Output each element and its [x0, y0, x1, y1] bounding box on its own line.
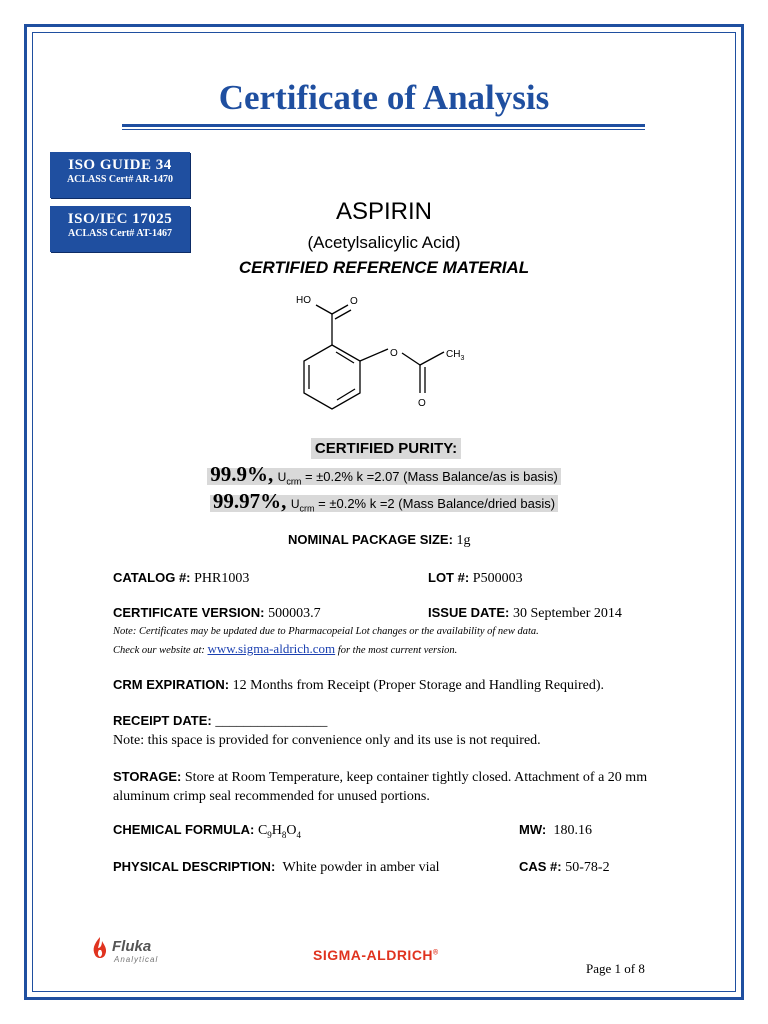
- atom-label-ch3: $CH_3$: [446, 349, 465, 362]
- lot-number: LOT #: P500003: [428, 570, 523, 586]
- uncertainty-detail: = ±0.2% k =2.07: [301, 469, 400, 484]
- receipt-note: Note: this space is provided for convenience only and its use is not required.: [113, 733, 541, 748]
- fluka-subtitle: Analytical: [114, 955, 159, 964]
- purity-row-dried: [0, 489, 768, 514]
- fluka-wordmark: Fluka: [112, 938, 152, 955]
- ring-double-bond: [337, 389, 355, 400]
- badge-cert: ACLASS Cert# AR-1470: [66, 174, 174, 185]
- badge-title: ISO GUIDE 34: [68, 157, 172, 173]
- physical-description: PHYSICAL DESCRIPTION: White powder in amber vial: [113, 859, 440, 875]
- atom-label-o: O: [390, 348, 398, 359]
- ester-bond: [402, 353, 420, 365]
- purity-value: 99.9%,: [210, 462, 274, 486]
- catalog-number: CATALOG #: PHR1003: [113, 570, 250, 586]
- methyl-bond: [420, 352, 444, 365]
- ester-bond: [360, 349, 388, 361]
- benzene-ring: [304, 345, 360, 409]
- badge-title: ISO/IEC 17025: [67, 211, 173, 227]
- ring-double-bond: [336, 352, 354, 363]
- compound-iupac-name: (Acetylsalicylic Acid): [307, 233, 461, 252]
- title-rule: [122, 124, 645, 127]
- hydroxyl-bond: [316, 305, 332, 314]
- package-size: NOMINAL PACKAGE SIZE: 1g: [288, 532, 471, 548]
- sigma-aldrich-logo: SIGMA-ALDRICH®: [313, 947, 439, 963]
- website-note: Check our website at: www.sigma-aldrich.com for the most current version.: [113, 641, 458, 656]
- certificate-version: CERTIFICATE VERSION: 500003.7: [113, 605, 321, 621]
- purity-row-as-is: [0, 462, 768, 487]
- update-note: Note: Certificates may be updated due to Pharmacopeial Lot changes or the availability of new data.: [113, 626, 539, 637]
- purity-method: (Mass Balance/dried basis): [394, 496, 556, 511]
- fluka-flame-icon: [90, 936, 110, 960]
- sigma-aldrich-link[interactable]: www.sigma-aldrich.com: [207, 641, 336, 656]
- molecular-weight: MW: 180.16: [519, 822, 592, 838]
- iso-guide-34-badge: [50, 152, 190, 198]
- issue-date: ISSUE DATE: 30 September 2014: [428, 605, 622, 621]
- receipt-date: RECEIPT DATE: ________________: [113, 713, 328, 729]
- badge-cert: ACLASS Cert# AT-1467: [68, 228, 172, 239]
- uncertainty-detail: = ±0.2% k =2: [314, 496, 395, 511]
- title-rule-thin: [122, 129, 645, 130]
- storage: STORAGE: Store at Room Temperature, keep container tightly closed. Attachment of a 20 mm aluminum crimp seal recommended for unused portions.: [113, 769, 648, 804]
- crm-expiration: CRM EXPIRATION: 12 Months from Receipt (Proper Storage and Handling Required).: [113, 677, 604, 693]
- compound-name: ASPIRIN: [335, 198, 433, 225]
- crm-label: CERTIFIED REFERENCE MATERIAL: [238, 258, 530, 277]
- uncertainty-label: $U_{crm}$: [290, 497, 315, 514]
- certificate-title: Certificate of Analysis: [218, 78, 550, 117]
- cas-number: CAS #: 50-78-2: [519, 859, 610, 875]
- uncertainty-label: $U_{crm}$: [277, 470, 302, 487]
- chemical-formula: CHEMICAL FORMULA: $C_9H_8O_4$: [113, 822, 302, 840]
- page-number: Page 1 of 8: [586, 961, 645, 976]
- certified-purity-heading: CERTIFIED PURITY:: [311, 438, 461, 459]
- atom-label-o: O: [418, 398, 426, 409]
- atom-label-ho: HO: [296, 295, 311, 306]
- purity-value: 99.97%,: [212, 489, 287, 513]
- atom-label-o: O: [350, 296, 358, 307]
- purity-method: (Mass Balance/as is basis): [399, 469, 558, 484]
- aspirin-structure: [280, 285, 500, 415]
